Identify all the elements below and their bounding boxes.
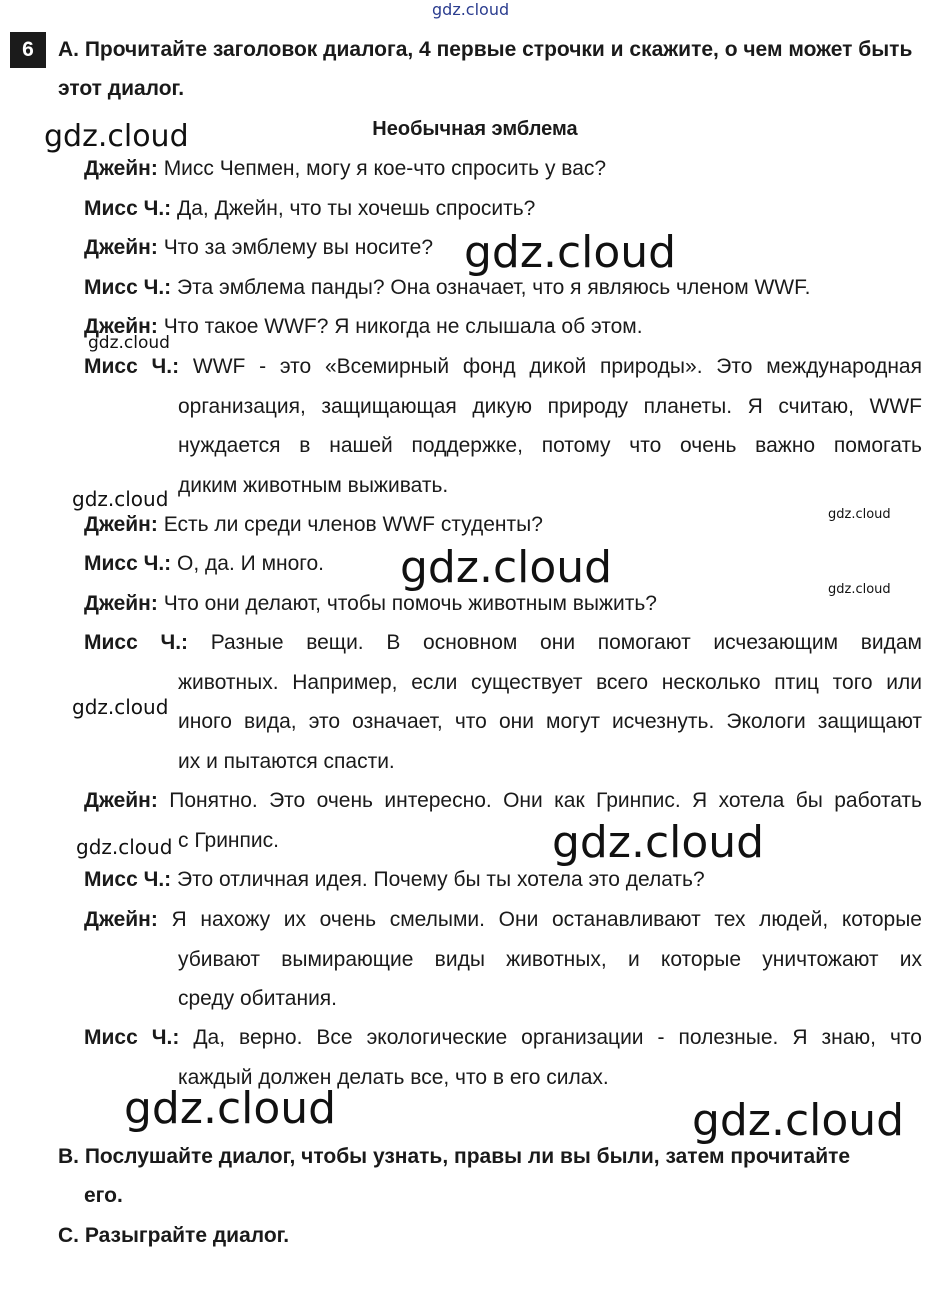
watermark: gdz.cloud (72, 695, 169, 719)
line-first-row (84, 1018, 922, 1058)
speaker-label: Джейн: (84, 315, 158, 338)
task-a-instruction: А. Прочитайте заголовок диалога, 4 первые строчки и скажите, о чем может быть этот диалог. (58, 38, 913, 100)
speaker-label: Джейн: (84, 513, 158, 536)
watermark: gdz.cloud (464, 227, 677, 278)
task-b-instruction (58, 1137, 924, 1215)
line-first-row (84, 623, 922, 663)
watermark: gdz.cloud (552, 817, 765, 868)
watermark: gdz.cloud (88, 333, 170, 353)
exercise-number-badge: 6 (10, 32, 46, 68)
line-continuation: с Гринпис. (178, 828, 279, 852)
line-text: Есть ли среди членов WWF студенты? (163, 513, 543, 536)
line-text: Я нахожу их очень смелыми. Они останавливают тех людей, которые (171, 908, 922, 931)
line-continuation: организация, защищающая дикую природу планеты. Я считаю, WWF (178, 394, 922, 418)
line-continuation: диким животным выживать. (178, 473, 449, 497)
dialogue-line (84, 228, 922, 268)
speaker-label: Мисс Ч.: (84, 552, 172, 575)
line-text: Эта эмблема панды? Она означает, что я являюсь членом WWF. (177, 276, 811, 299)
speaker-label: Мисс Ч.: (84, 868, 172, 891)
speaker-label: Мисс Ч.: (84, 1026, 180, 1049)
dialogue-line (84, 544, 922, 584)
watermark: gdz.cloud (828, 507, 891, 522)
speaker-label: Джейн: (84, 236, 158, 259)
line-first-row (84, 781, 922, 821)
speaker-label: Джейн: (84, 157, 158, 180)
line-text: Да, Джейн, что ты хочешь спросить? (177, 197, 536, 220)
dialogue-line (84, 781, 922, 860)
line-text: Понятно. Это очень интересно. Они как Гринпис. Я хотела бы работать (169, 789, 922, 812)
dialogue-line (84, 505, 922, 545)
line-continuation: нуждается в нашей поддержке, потому что очень важно помогать (178, 434, 922, 458)
line-text: Что они делают, чтобы помочь животным выжить? (163, 592, 657, 615)
watermark: gdz.cloud (828, 582, 891, 597)
dialogue-line (84, 268, 922, 308)
line-continuation: убивают вымирающие виды животных, и которые уничтожают их (178, 947, 922, 971)
line-continuation: каждый должен делать все, что в его силах. (178, 1065, 609, 1089)
line-text: Это отличная идея. Почему бы ты хотела это делать? (177, 868, 705, 891)
line-text: Что такое WWF? Я никогда не слышала об этом. (163, 315, 643, 338)
dialogue-line (84, 623, 922, 781)
line-text: Разные вещи. В основном они помогают исчезающим видам (210, 631, 922, 654)
line-continuation: их и пытаются спасти. (178, 749, 395, 773)
dialogue-line (84, 1018, 922, 1097)
dialogue-line (84, 584, 922, 624)
dialogue-line (84, 149, 922, 189)
task-b-line: В. Послушайте диалог, чтобы узнать, правы ли вы были, затем прочитайте (58, 1145, 851, 1168)
dialogue-title: Необычная эмблема (372, 118, 578, 140)
line-first-row (84, 347, 922, 387)
watermark: gdz.cloud (124, 1083, 337, 1134)
speaker-label: Мисс Ч.: (84, 355, 180, 378)
watermark: gdz.cloud (76, 835, 173, 859)
speaker-label: Мисс Ч.: (84, 197, 172, 220)
dialogue-line (84, 189, 922, 229)
task-c-instruction: С. Разыграйте диалог. (58, 1224, 290, 1247)
line-first-row (84, 900, 922, 940)
task-b-continuation: его. (84, 1184, 123, 1207)
watermark: gdz.cloud (400, 542, 613, 593)
watermark: gdz.cloud (72, 487, 169, 511)
watermark: gdz.cloud (44, 119, 189, 154)
dialogue-line (84, 900, 922, 1019)
watermark-top: gdz.cloud (432, 0, 510, 19)
line-continuation: животных. Например, если существует всего несколько птиц того или (178, 670, 922, 694)
line-continuation: иного вида, это означает, что они могут исчезнуть. Экологи защищают (178, 710, 922, 734)
speaker-label: Джейн: (84, 789, 158, 812)
dialogue-line (84, 307, 922, 347)
speaker-label: Джейн: (84, 592, 158, 615)
line-text: О, да. И много. (177, 552, 324, 575)
watermark: gdz.cloud (692, 1095, 905, 1146)
dialogue-line (84, 860, 922, 900)
dialogue-line (84, 347, 922, 505)
line-text: Да, верно. Все экологические организации - полезные. Я знаю, что (193, 1026, 922, 1049)
line-text: WWF - это «Всемирный фонд дикой природы». Это международная (192, 355, 922, 378)
speaker-label: Мисс Ч.: (84, 276, 172, 299)
line-continuation: среду обитания. (178, 987, 338, 1011)
speaker-label: Джейн: (84, 908, 158, 931)
line-text: Мисс Чепмен, могу я кое-что спросить у вас? (163, 157, 607, 180)
speaker-label: Мисс Ч.: (84, 631, 189, 654)
line-text: Что за эмблему вы носите? (163, 236, 433, 259)
